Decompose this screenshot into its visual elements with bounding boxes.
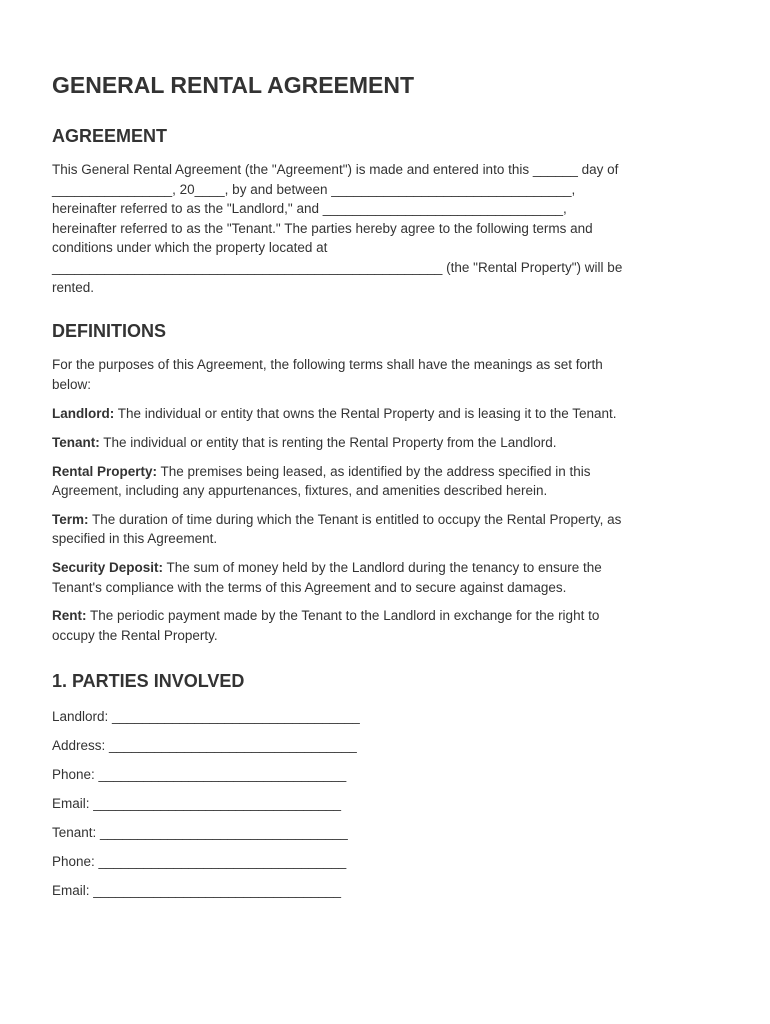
definition-landlord [52,404,710,424]
parties-section [52,669,710,900]
landlord-email-field[interactable]: Email: _________________________________ [52,796,342,812]
definition-term: Landlord: [52,406,115,422]
agreement-line: rented. [52,279,95,295]
definition-tenant [52,433,710,453]
definitions-intro-line: below: [52,376,92,392]
definitions-intro [52,355,710,394]
definition-text: The individual or entity that is renting the Rental Property from the Landlord. [99,434,557,450]
agreement-heading: AGREEMENT [52,126,168,146]
definition-term: Security Deposit: [52,559,164,575]
definition-term: Tenant: [52,434,100,450]
agreement-paragraph [52,160,710,297]
tenant-phone-field[interactable]: Phone: _________________________________ [52,854,347,870]
parties-heading: 1. PARTIES INVOLVED [52,671,245,692]
agreement-line: ____________________________________________________ (the "Rental Property") will be [52,259,623,275]
definition-text: The sum of money held by the Landlord during the tenancy to ensure the Tenant's compliance with the terms of this Agreement and to secure against damages. [52,559,602,595]
definition-term: Rent: [52,608,87,624]
definitions-heading: DEFINITIONS [52,321,167,342]
definition-text: The premises being leased, as identified by the address specified in this Agreement, including any appurtenances, fixtures, and amenities described herein. [52,463,591,499]
definition-text: The individual or entity that owns the Rental Property and is leasing it to the Tenant. [114,406,617,422]
landlord-phone-field[interactable]: Phone: _________________________________ [52,767,347,783]
definitions-section [52,319,710,645]
tenant-email-field[interactable]: Email: _________________________________ [52,883,342,899]
definition-term-duration [52,510,710,549]
definition-term: Term: [52,511,89,527]
definition-text: The periodic payment made by the Tenant to the Landlord in exchange for the right to occupy the Rental Property. [52,608,600,643]
definition-security-deposit [52,558,710,597]
landlord-address-field[interactable]: Address: _________________________________ [52,738,357,754]
agreement-section [52,124,710,297]
definition-rental-property [52,462,710,501]
agreement-line: hereinafter referred to as the "Tenant." The parties hereby agree to the following terms and [52,220,593,236]
definition-rent [52,606,710,645]
agreement-line: hereinafter referred to as the "Landlord," and ________________________________, [52,201,567,217]
agreement-line: This General Rental Agreement (the "Agreement") is made and entered into this ______ day of [52,162,619,177]
tenant-name-field[interactable]: Tenant: _________________________________ [52,825,348,841]
definition-text: The duration of time during which the Tenant is entitled to occupy the Rental Property, as specified in this Agreement. [52,511,622,547]
definitions-intro-line: For the purposes of this Agreement, the following terms shall have the meanings as set forth [52,357,603,373]
document-title: GENERAL RENTAL AGREEMENT [52,72,415,98]
agreement-line: conditions under which the property located at [52,240,328,256]
landlord-name-field[interactable]: Landlord: _________________________________ [52,709,360,725]
definition-term: Rental Property: [52,463,158,479]
agreement-line: ________________, 20____, by and between ________________________________, [52,181,576,197]
